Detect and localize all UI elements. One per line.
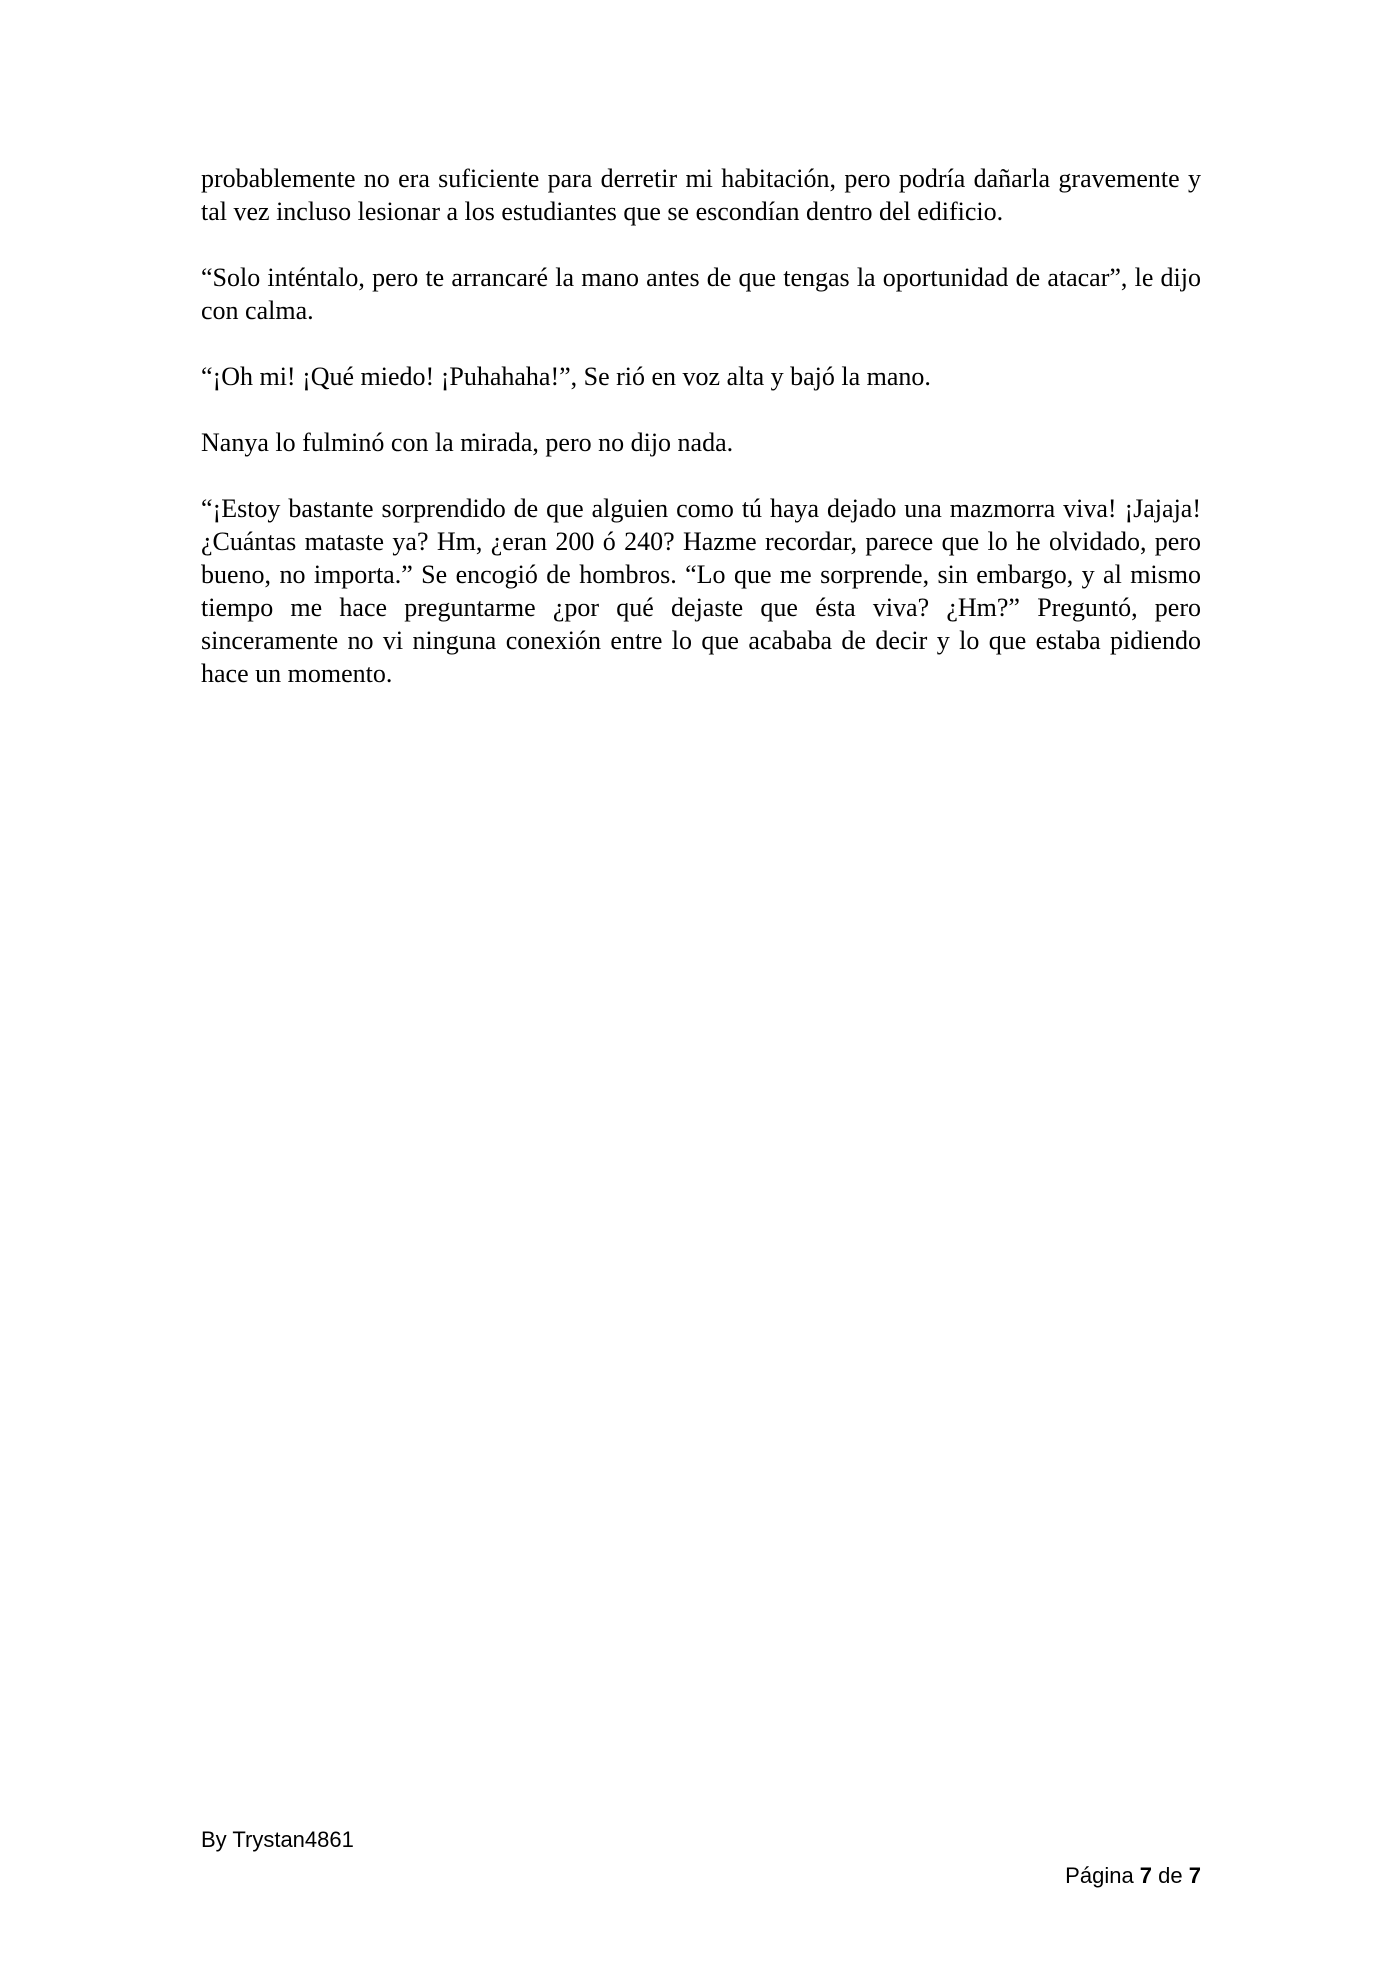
page-number-total: 7 [1188, 1863, 1201, 1888]
paragraph-5: “¡Estoy bastante sorprendido de que alguien como tú haya dejado una mazmorra viva! ¡Jajaja! ¿Cuántas mataste ya? Hm, ¿eran 200 ó 240? Hazme recordar, parece que lo he olvidado, pero bueno, no importa.” Se encogió de hombros. “Lo que me sorprende, sin embargo, y al mismo tiempo me hace preguntarme ¿por qué dejaste que ésta viva? ¿Hm?” Preguntó, pero sinceramente no vi ninguna conexión entre lo que acababa de decir y lo que estaba pidiendo hace un momento. [201, 494, 1201, 688]
paragraph-4: Nanya lo fulminó con la mirada, pero no dijo nada. [201, 428, 734, 457]
paragraph-3: “¡Oh mi! ¡Qué miedo! ¡Puhahaha!”, Se rió en voz alta y bajó la mano. [201, 362, 931, 391]
page-number-prefix: Página [1065, 1863, 1140, 1888]
page-number-current: 7 [1139, 1863, 1153, 1888]
author-credit: By Trystan4861 [201, 1827, 354, 1852]
page-number-separator: de [1152, 1863, 1189, 1888]
paragraph-2: “Solo inténtalo, pero te arrancaré la mano antes de que tengas la oportunidad de atacar”, le dijo con calma. [201, 263, 1201, 325]
page-number [1065, 1862, 1201, 1890]
body-text [201, 162, 1201, 723]
paragraph-1: probablemente no era suficiente para derretir mi habitación, pero podría dañarla gravemente y tal vez incluso lesionar a los estudiantes que se escondían dentro del edificio. [201, 164, 1201, 226]
